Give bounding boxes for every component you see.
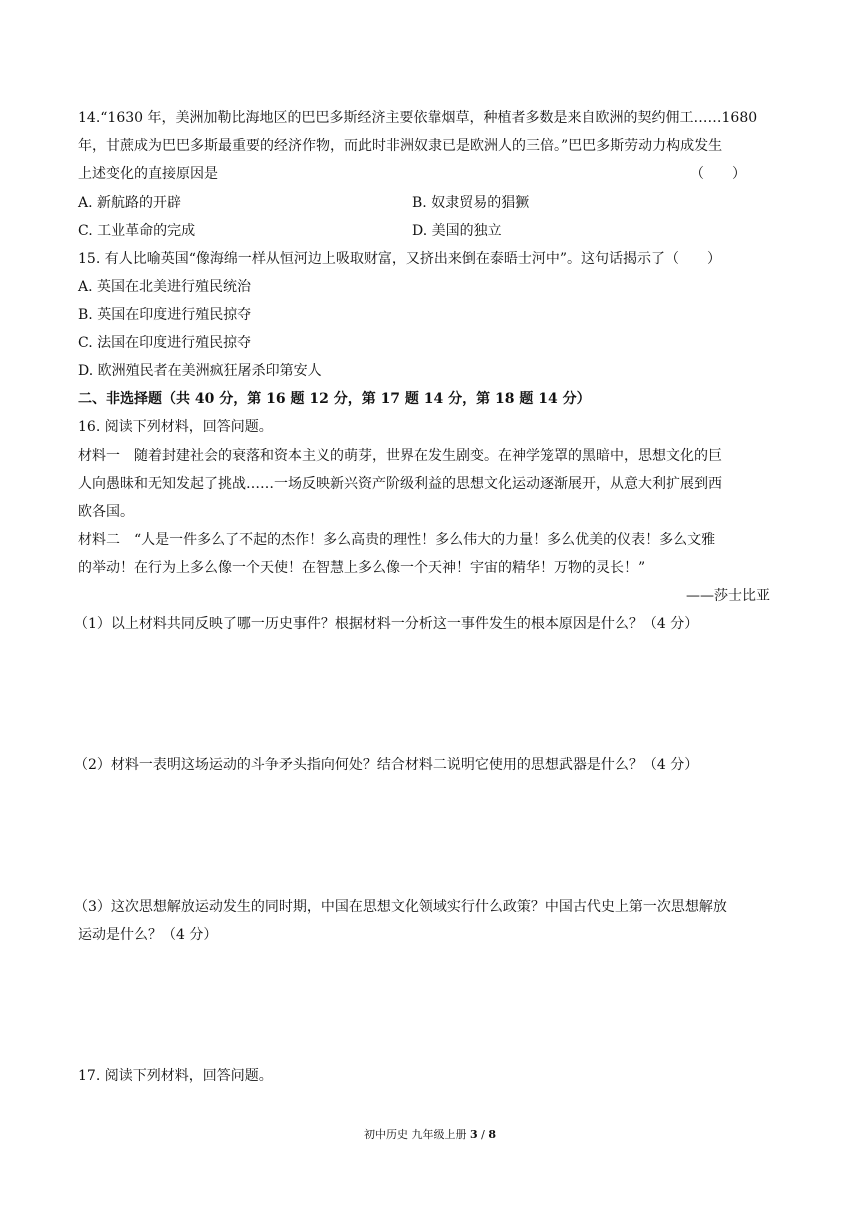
q14-answer-paren: （ ） (690, 166, 746, 182)
q16-subquestion-2: （2）材料一表明这场运动的斗争矛头指向何处？结合材料二说明它使用的思想武器是什么？（4 分） (74, 757, 699, 773)
q16-subquestion-3-line-2: 运动是什么？（4 分） (78, 927, 218, 943)
q16-material-1-line-1: 材料一 随着封建社会的衰落和资本主义的萌芽，世界在发生剧变。在神学笼罩的黑暗中，思想文化的巨 (78, 448, 722, 464)
footer-subject: 初中历史 九年级上册 (363, 1128, 470, 1141)
section-2-heading: 二、非选择题（共 40 分，第 16 题 12 分，第 17 题 14 分，第 18 题 14 分） (78, 391, 591, 407)
footer-page-total: 8 (488, 1128, 496, 1141)
q15-option-d: D. 欧洲殖民者在美洲疯狂屠杀印第安人 (78, 363, 322, 379)
q14-stem-line-2: 年，甘蔗成为巴巴多斯最重要的经济作物，而此时非洲奴隶已是欧洲人的三倍。”巴巴多斯劳动力构成发生 (78, 138, 723, 154)
q14-stem-line-1: 14.“1630 年，美洲加勒比海地区的巴巴多斯经济主要依靠烟草，种植者多数是来自欧洲的契约佣工……1680 (78, 110, 758, 126)
q15-option-b: B. 英国在印度进行殖民掠夺 (78, 307, 252, 323)
q16-subquestion-1: （1）以上材料共同反映了哪一历史事件？根据材料一分析这一事件发生的根本原因是什么？（4 分） (74, 616, 699, 632)
q16-material-1-line-3: 欧各国。 (78, 504, 134, 520)
q14-option-b: B. 奴隶贸易的猖獗 (412, 195, 530, 211)
q14-option-c: C. 工业革命的完成 (78, 223, 196, 239)
q14-stem-line-3: 上述变化的直接原因是 (78, 166, 218, 182)
q15-option-a: A. 英国在北美进行殖民统治 (78, 279, 252, 295)
q16-material-1-line-2: 人向愚昧和无知发起了挑战……一场反映新兴资产阶级利益的思想文化运动逐渐展开，从意大利扩展到西 (78, 476, 722, 492)
footer-page-separator: / (477, 1128, 489, 1141)
q15-stem: 15. 有人比喻英国“像海绵一样从恒河边上吸取财富，又挤出来倒在泰晤士河中”。这句话揭示了（ ） (78, 251, 722, 267)
q16-material-2-line-1: 材料二 “人是一件多么了不起的杰作！多么高贵的理性！多么伟大的力量！多么优美的仪表！多么文雅 (78, 532, 716, 548)
q15-option-c: C. 法国在印度进行殖民掠夺 (78, 335, 252, 351)
q14-option-d: D. 美国的独立 (412, 223, 502, 239)
q16-stem: 16. 阅读下列材料，回答问题。 (78, 419, 273, 435)
footer-page-current: 3 (469, 1128, 478, 1141)
q16-material-2-line-2: 的举动！在行为上多么像一个天使！在智慧上多么像一个天神！宇宙的精华！万物的灵长！” (78, 560, 646, 576)
q17-stem: 17. 阅读下列材料，回答问题。 (78, 1068, 273, 1084)
q16-subquestion-3-line-1: （3）这次思想解放运动发生的同时期，中国在思想文化领域实行什么政策？中国古代史上第一次思想解放 (74, 899, 727, 915)
q14-option-a: A. 新航路的开辟 (78, 195, 182, 211)
page-footer (0, 1127, 860, 1143)
q16-attribution: ——莎士比亚 (686, 588, 770, 604)
